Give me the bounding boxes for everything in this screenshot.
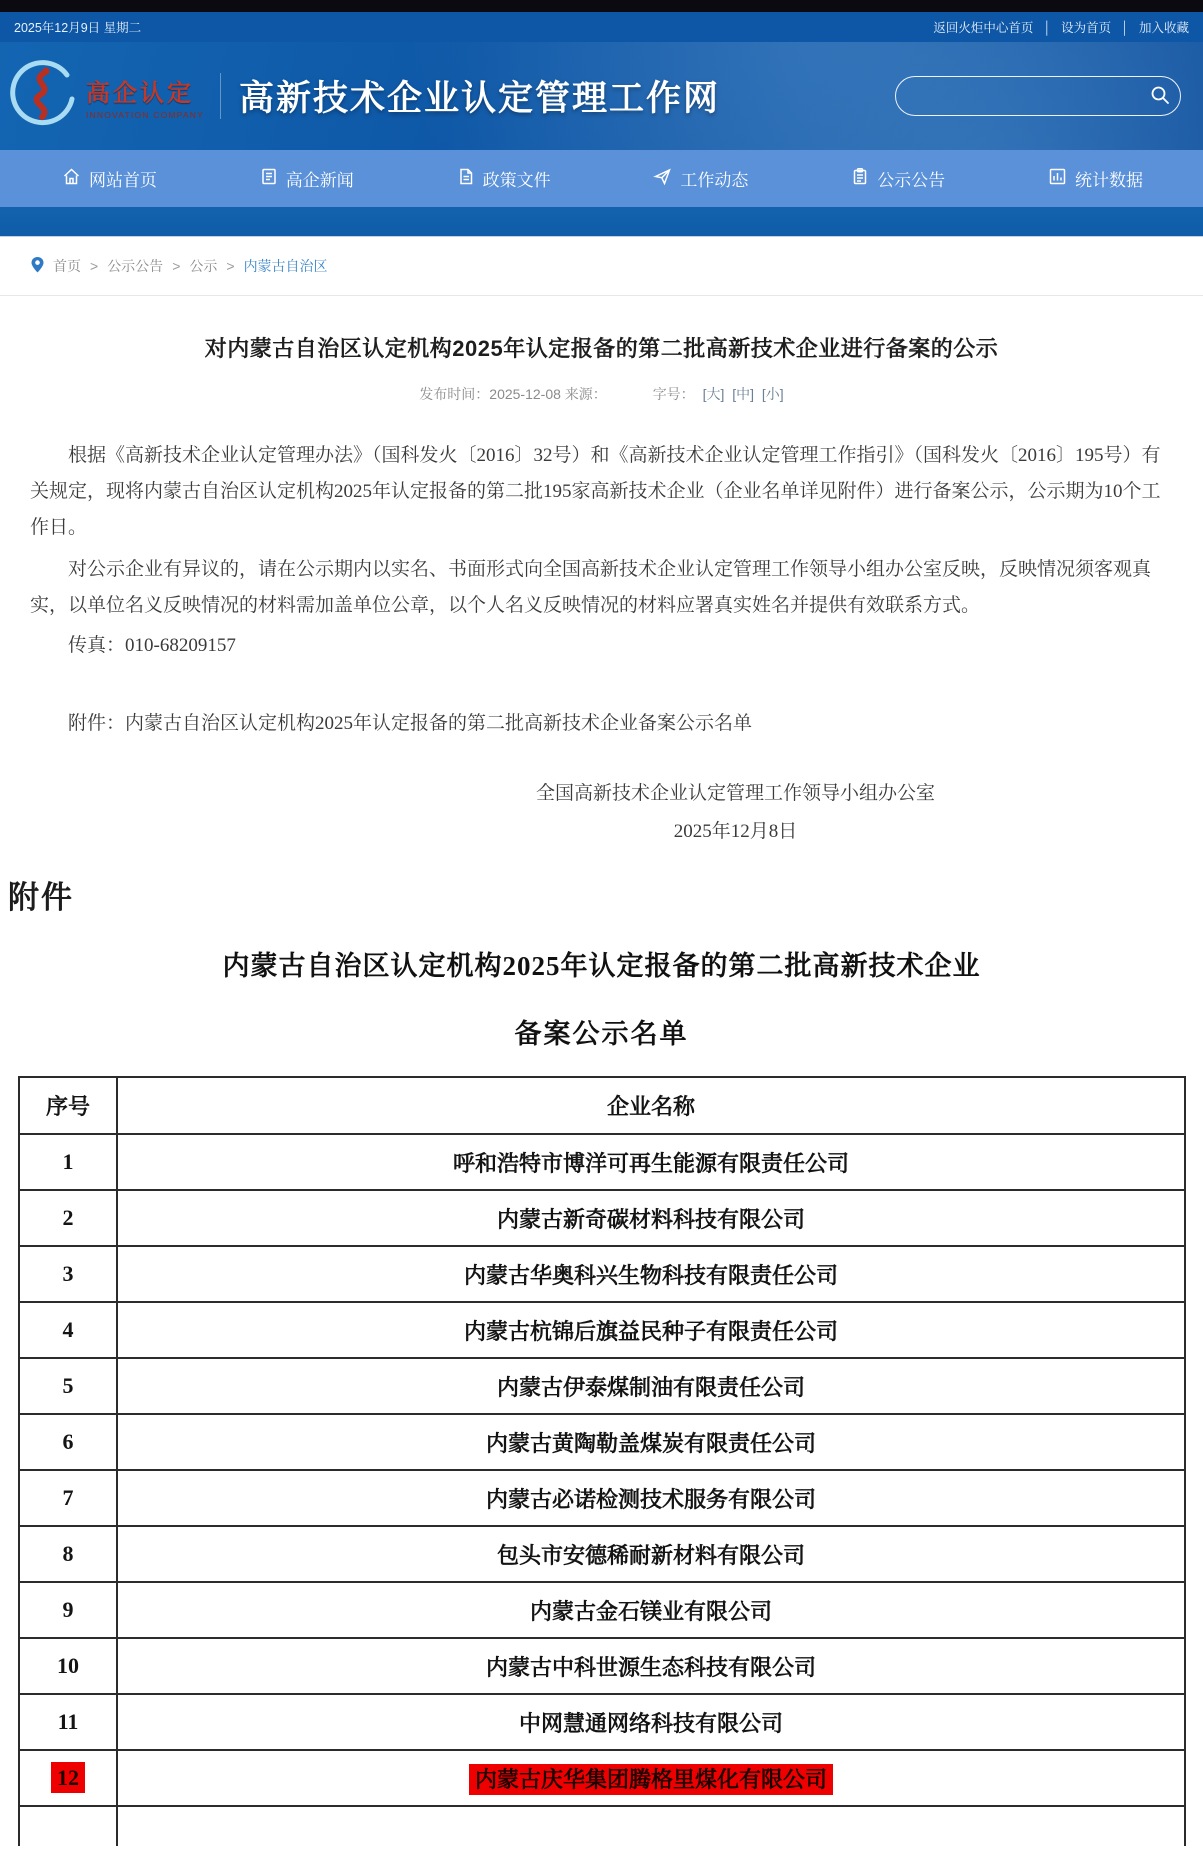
row-number: 11 — [19, 1694, 117, 1750]
search-icon — [1150, 85, 1170, 108]
paragraph-2: 对公示企业有异议的，请在公示期内以实名、书面形式向全国高新技术企业认定管理工作领导小组办公室反映，反映情况须客观真实，以单位名义反映情况的材料需加盖单位公章，以个人名义反映情况的材料应署真实姓名并提供有效联系方式。 — [30, 559, 1152, 616]
table-row — [19, 1526, 1185, 1582]
topbar — [0, 12, 1203, 42]
row-number: 6 — [19, 1414, 117, 1470]
send-icon — [653, 167, 680, 191]
table-header-row — [19, 1077, 1185, 1134]
fontsize-large-button[interactable]: [大] — [702, 386, 725, 402]
table-row — [19, 1246, 1185, 1302]
row-number: 3 — [19, 1246, 117, 1302]
attachment-title-line1: 内蒙古自治区认定机构2025年认定报备的第二批高新技术企业 — [222, 951, 981, 981]
company-table — [18, 1076, 1186, 1846]
fax-line: 传真：010-68209157 — [68, 635, 236, 656]
table-row — [19, 1414, 1185, 1470]
paragraph-1: 根据《高新技术企业认定管理办法》（国科发火〔2016〕32号）和《高新技术企业认定管理工作指引》（国科发火〔2016〕195号）有关规定，现将内蒙古自治区认定机构2025年认定报备的第二批195家高新技术企业（企业名单详见附件）进行备案公示，公示期为10个工作日。 — [30, 445, 1161, 538]
fontsize-label: 字号： — [652, 386, 695, 402]
row-number: 10 — [19, 1638, 117, 1694]
home-icon — [62, 167, 89, 191]
row-number: 4 — [19, 1302, 117, 1358]
nav-item-label: 统计数据 — [1074, 171, 1143, 190]
nav-item-work-updates[interactable] — [653, 166, 748, 191]
search-box — [895, 76, 1181, 116]
table-row — [19, 1358, 1185, 1414]
logo-en-text: INNOVATION COMPANY — [86, 109, 204, 120]
site-title: 高新技术企业认定管理工作网 — [238, 79, 720, 118]
nav-item-label: 政策文件 — [482, 171, 551, 190]
company-name: 内蒙古金石镁业有限公司 — [117, 1582, 1185, 1638]
search-button[interactable] — [1140, 77, 1180, 115]
article-title: 对内蒙古自治区认定机构2025年认定报备的第二批高新技术企业进行备案的公示 — [204, 336, 999, 361]
row-number: 5 — [19, 1358, 117, 1414]
nav-item-policy[interactable] — [457, 166, 551, 191]
topbar-links — [933, 18, 1189, 36]
table-row — [19, 1638, 1185, 1694]
chart-icon — [1048, 167, 1075, 191]
logo-swoosh-icon — [10, 59, 80, 134]
attachment-title-line2: 备案公示名单 — [514, 1019, 689, 1049]
fontsize-small-button[interactable]: [小] — [761, 386, 784, 402]
article-meta — [30, 384, 1173, 402]
breadcrumb-current[interactable]: > 内蒙古自治区 — [217, 256, 327, 276]
nav-item-news[interactable] — [260, 166, 354, 191]
attachment-section — [0, 877, 1203, 1846]
publish-time: 发布时间：2025-12-08 — [419, 386, 561, 402]
company-name: 内蒙古伊泰煤制油有限责任公司 — [117, 1358, 1185, 1414]
company-name: 包头市安德稀耐新材料有限公司 — [117, 1526, 1185, 1582]
nav-item-home[interactable] — [62, 166, 157, 191]
source-label: 来源： — [564, 386, 607, 402]
company-name: 内蒙古黄陶勒盖煤炭有限责任公司 — [117, 1414, 1185, 1470]
set-homepage-link[interactable]: │ 设为首页 — [1033, 18, 1111, 36]
header-divider — [220, 73, 221, 119]
back-to-torch-home-link[interactable]: 返回火炬中心首页 — [933, 21, 1034, 35]
site-logo[interactable] — [10, 59, 204, 134]
column-header-no: 序号 — [19, 1077, 117, 1134]
table-row — [19, 1134, 1185, 1190]
nav-item-label: 公示公告 — [877, 171, 946, 190]
breadcrumb-announcements[interactable]: > 公示公告 — [81, 256, 163, 276]
company-name: 中网慧通网络科技有限公司 — [117, 1694, 1185, 1750]
nav-item-label: 高企新闻 — [285, 171, 354, 190]
column-header-name: 企业名称 — [117, 1077, 1185, 1134]
table-row-highlighted — [19, 1750, 1185, 1806]
row-number: 12 — [19, 1750, 117, 1806]
signature-block — [30, 775, 1173, 851]
nav-item-label: 工作动态 — [680, 171, 749, 190]
policy-icon — [457, 167, 483, 191]
row-number: 1 — [19, 1134, 117, 1190]
breadcrumb-gongshi[interactable]: > 公示 — [163, 256, 217, 276]
attachment-reference-line: 附件：内蒙古自治区认定机构2025年认定报备的第二批高新技术企业备案公示名单 — [68, 713, 753, 734]
nav-item-announcements[interactable] — [851, 166, 945, 191]
breadcrumb — [0, 237, 1203, 296]
company-name: 呼和浩特市博洋可再生能源有限责任公司 — [117, 1134, 1185, 1190]
row-number: 8 — [19, 1526, 117, 1582]
logo-cn-text: 高企认定 — [86, 79, 194, 107]
company-name: 内蒙古杭锦后旗益民种子有限责任公司 — [117, 1302, 1185, 1358]
table-row — [19, 1302, 1185, 1358]
company-name: 内蒙古必诺检测技术服务有限公司 — [117, 1470, 1185, 1526]
company-name: 内蒙古新奇碳材料科技有限公司 — [117, 1190, 1185, 1246]
announcement-icon — [851, 167, 877, 191]
top-black-strip — [0, 0, 1203, 12]
current-date: 2025年12月9日 星期二 — [14, 21, 142, 35]
breadcrumb-home[interactable]: 首页 — [53, 258, 81, 274]
attachment-heading: 附件 — [8, 880, 74, 915]
site-header — [0, 42, 1203, 150]
article — [0, 334, 1203, 851]
nav-item-statistics[interactable] — [1048, 166, 1143, 191]
table-row — [19, 1694, 1185, 1750]
news-icon — [260, 167, 286, 191]
company-name: 内蒙古庆华集团腾格里煤化有限公司 — [117, 1750, 1185, 1806]
row-number: 9 — [19, 1582, 117, 1638]
table-row — [19, 1190, 1185, 1246]
fontsize-medium-button[interactable]: [中] — [732, 386, 755, 402]
company-name: 内蒙古华奥科兴生物科技有限责任公司 — [117, 1246, 1185, 1302]
table-row-partial — [19, 1806, 1185, 1846]
location-pin-icon — [30, 256, 53, 277]
table-row — [19, 1470, 1185, 1526]
signature-date: 2025年12月8日 — [673, 821, 798, 842]
logo-text — [86, 73, 204, 120]
row-number: 7 — [19, 1470, 117, 1526]
table-row — [19, 1582, 1185, 1638]
add-favorite-link[interactable]: │ 加入收藏 — [1111, 18, 1189, 36]
row-number: 2 — [19, 1190, 117, 1246]
search-input[interactable] — [896, 77, 1140, 115]
main-nav — [0, 150, 1203, 207]
signature-office: 全国高新技术企业认定管理工作领导小组办公室 — [535, 783, 935, 804]
nav-substrip — [0, 207, 1203, 237]
company-name: 内蒙古中科世源生态科技有限公司 — [117, 1638, 1185, 1694]
nav-item-label: 网站首页 — [89, 171, 157, 190]
